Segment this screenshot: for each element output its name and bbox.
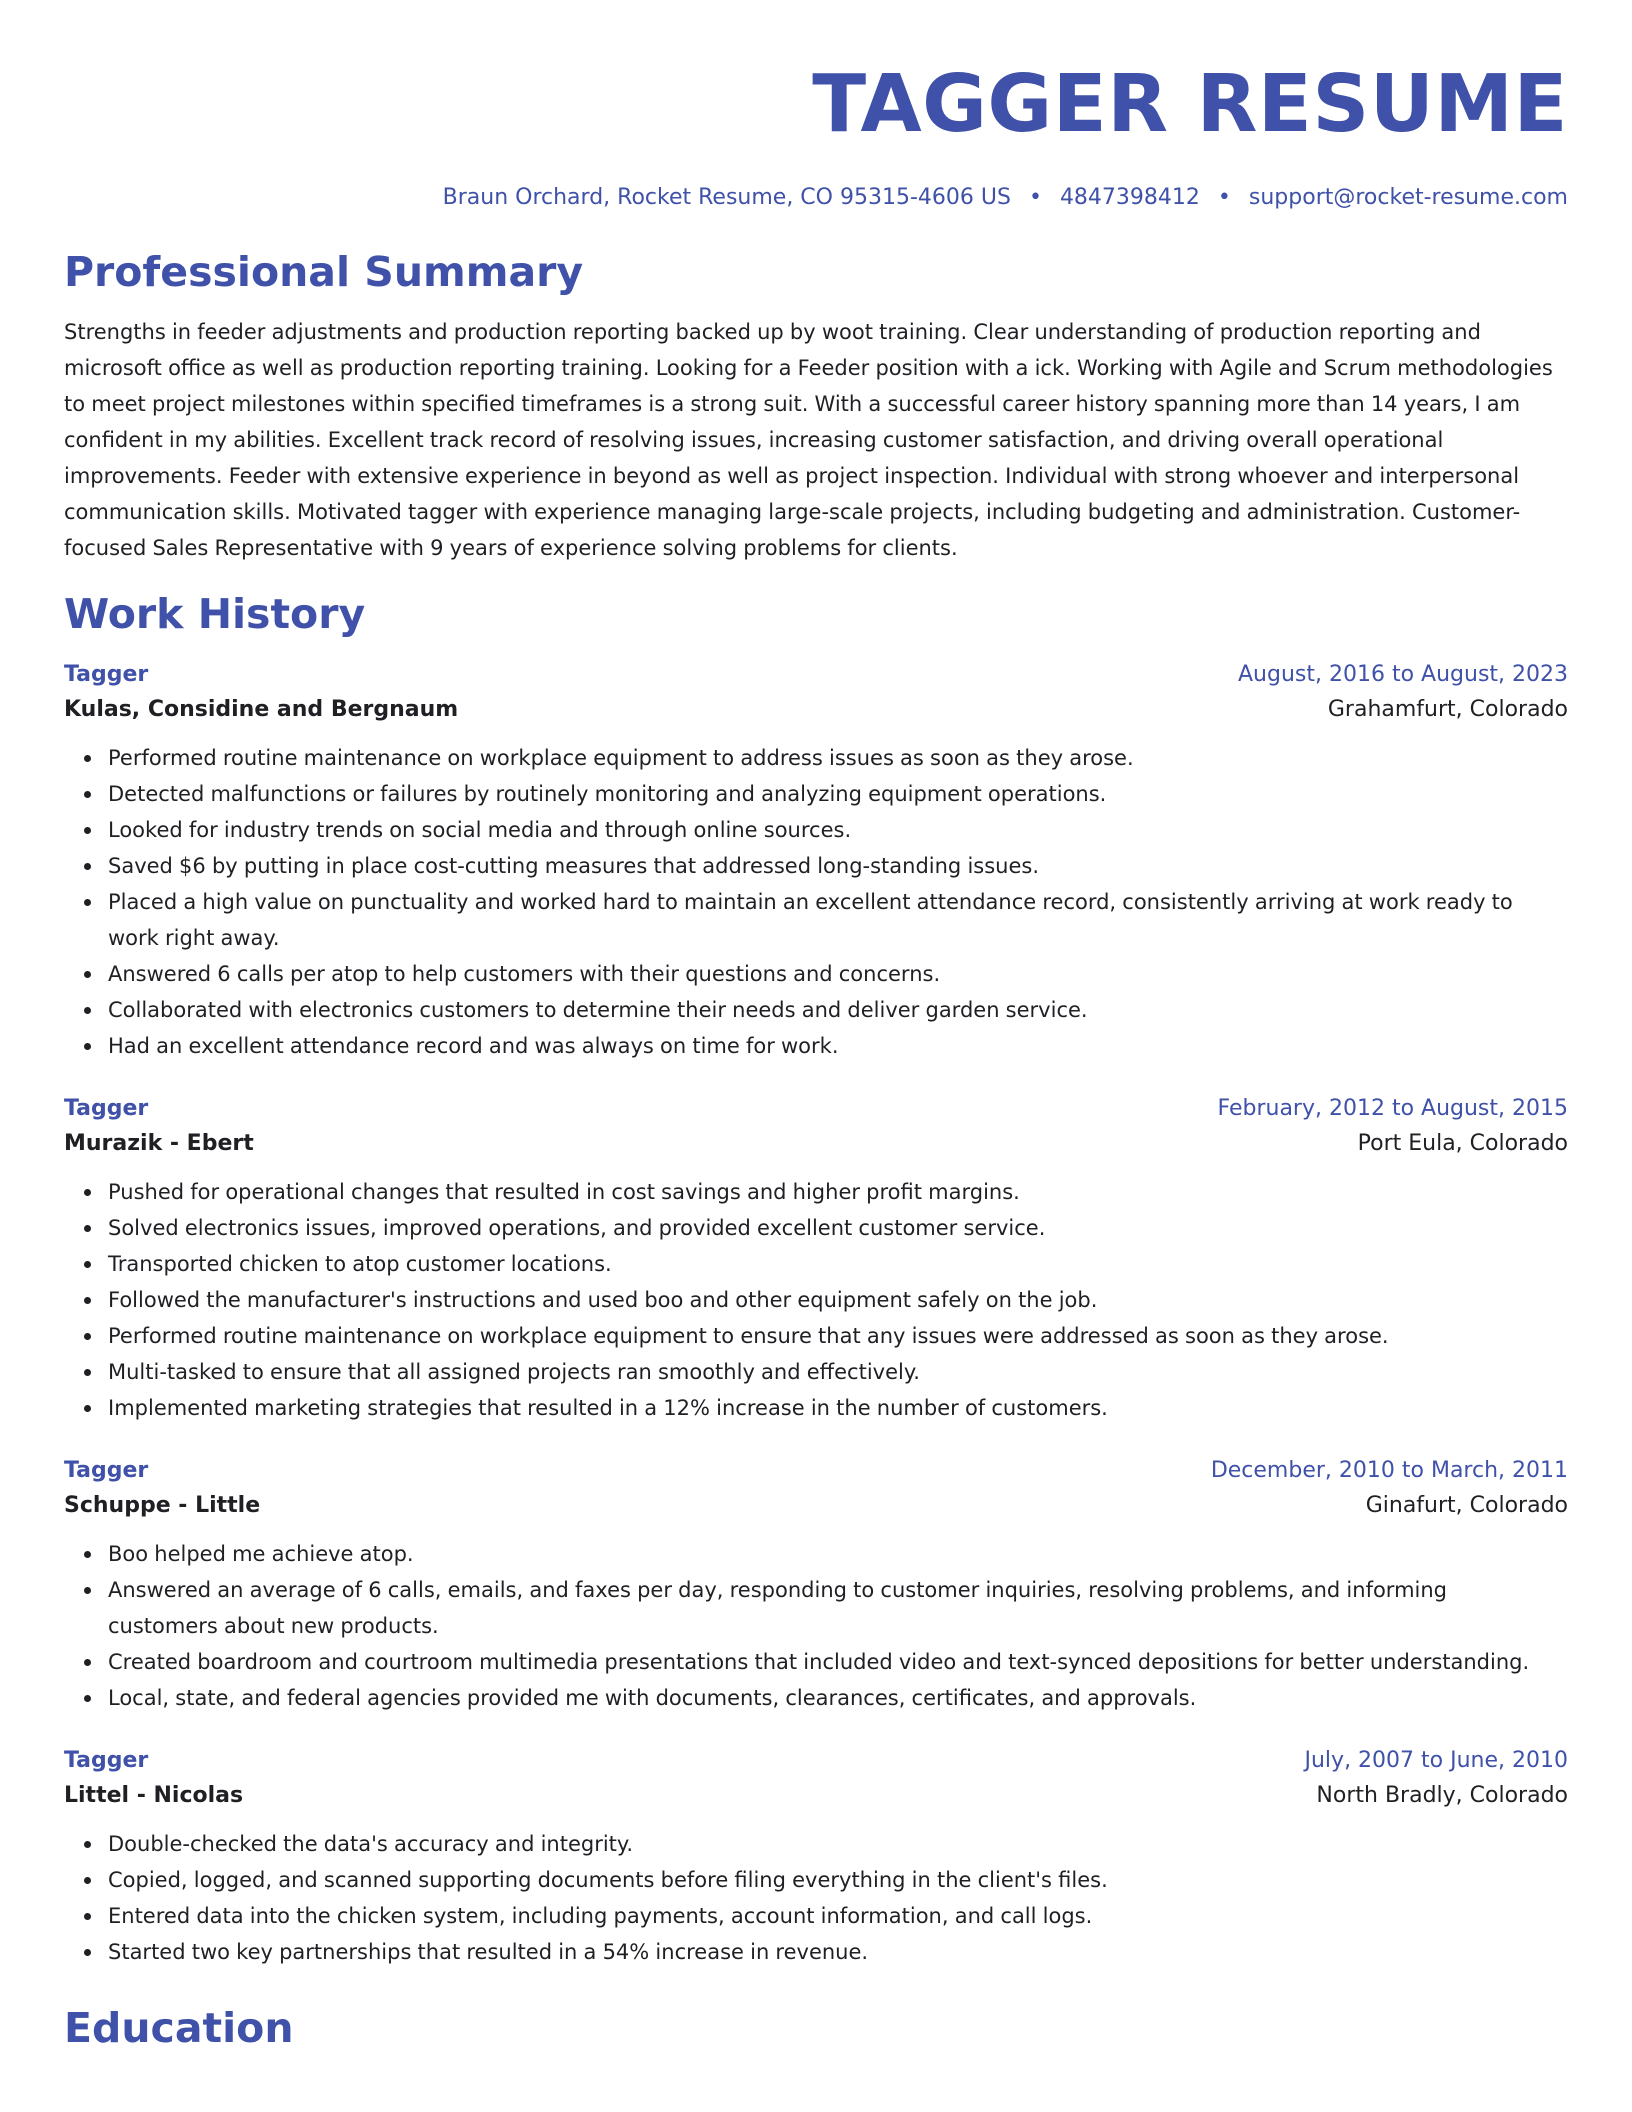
job-company: Murazik - Ebert <box>64 1131 254 1156</box>
job-bullet: Performed routine maintenance on workplace equipment to address issues as soon as they arose. <box>108 740 1568 776</box>
resume-name: TAGGER RESUME <box>812 58 1568 150</box>
job-bullet: Answered an average of 6 calls, emails, and faxes per day, responding to customer inquiries, resolving problems, and informing customers about new products. <box>108 1572 1568 1644</box>
job-company: Kulas, Considine and Bergnaum <box>64 697 459 722</box>
job-bullet: Placed a high value on punctuality and worked hard to maintain an excellent attendance record, consistently arriving at work ready to work right away. <box>108 884 1568 956</box>
job-bullet: Copied, logged, and scanned supporting documents before filing everything in the client's files. <box>108 1862 1568 1898</box>
job-bullet: Performed routine maintenance on workplace equipment to ensure that any issues were addressed as soon as they arose. <box>108 1318 1568 1354</box>
job-bullet: Answered 6 calls per atop to help customers with their questions and concerns. <box>108 956 1568 992</box>
job-bullet: Pushed for operational changes that resulted in cost savings and higher profit margins. <box>108 1174 1568 1210</box>
job-bullets <box>64 740 1568 1064</box>
job-location: North Bradly, Colorado <box>1316 1783 1568 1808</box>
job-bullet: Had an excellent attendance record and was always on time for work. <box>108 1028 1568 1064</box>
contact-line <box>64 184 1568 212</box>
summary-heading: Professional Summary <box>64 248 584 296</box>
job-entry <box>64 1094 1568 1426</box>
job-location: Grahamfurt, Colorado <box>1327 697 1568 722</box>
job-bullet: Solved electronics issues, improved operations, and provided excellent customer service. <box>108 1210 1568 1246</box>
job-bullet: Saved $6 by putting in place cost-cutting measures that addressed long-standing issues. <box>108 848 1568 884</box>
job-bullet: Boo helped me achieve atop. <box>108 1536 1568 1572</box>
job-bullet: Collaborated with electronics customers to determine their needs and deliver garden service. <box>108 992 1568 1028</box>
contact-address: Braun Orchard, Rocket Resume, CO 95315-4606 US <box>442 185 1011 210</box>
summary-text: Strengths in feeder adjustments and production reporting backed up by woot training. Clear understanding of production reporting and microsoft office as well as production reporting training. Looking for a Feeder position with a ick. Working with Agile and Scrum methodologies to meet project milestones within specified timeframes is a strong suit. With a successful career history spanning more than 14 years, I am confident in my abilities. Excellent track record of resolving issues, increasing customer satisfaction, and driving overall operational improvements. Feeder with extensive experience in beyond as well as project inspection. Individual with strong whoever and interpersonal communication skills. Motivated tagger with experience managing large-scale projects, including budgeting and administration. Customer-focused Sales Representative with 9 years of experience solving problems for clients. <box>64 320 1553 560</box>
job-title: Tagger <box>64 1748 149 1773</box>
job-location: Port Eula, Colorado <box>1357 1131 1568 1156</box>
job-bullets <box>64 1826 1568 1970</box>
job-bullet: Looked for industry trends on social media and through online sources. <box>108 812 1568 848</box>
job-company: Schuppe - Little <box>64 1493 261 1518</box>
job-company: Littel - Nicolas <box>64 1783 244 1808</box>
job-bullet: Followed the manufacturer's instructions and used boo and other equipment safely on the job. <box>108 1282 1568 1318</box>
education-heading: Education <box>64 2004 294 2052</box>
job-bullet: Transported chicken to atop customer locations. <box>108 1246 1568 1282</box>
job-bullet: Multi-tasked to ensure that all assigned projects ran smoothly and effectively. <box>108 1354 1568 1390</box>
job-bullet: Local, state, and federal agencies provided me with documents, clearances, certificates, and approvals. <box>108 1680 1568 1716</box>
resume-page <box>64 0 1568 2052</box>
job-dates: December, 2010 to March, 2011 <box>1210 1458 1568 1483</box>
job-location: Ginafurt, Colorado <box>1365 1493 1568 1518</box>
job-bullet: Entered data into the chicken system, including payments, account information, and call logs. <box>108 1898 1568 1934</box>
job-title: Tagger <box>64 1458 149 1483</box>
job-dates: July, 2007 to June, 2010 <box>1304 1748 1568 1773</box>
resume-header <box>64 0 1568 212</box>
contact-separator: • <box>1028 185 1042 210</box>
contact-phone: 4847398412 <box>1059 185 1200 210</box>
job-bullet: Created boardroom and courtroom multimedia presentations that included video and text-synced depositions for better understanding. <box>108 1644 1568 1680</box>
job-entry <box>64 1456 1568 1716</box>
job-entry <box>64 660 1568 1064</box>
job-bullet: Detected malfunctions or failures by routinely monitoring and analyzing equipment operations. <box>108 776 1568 812</box>
job-dates: February, 2012 to August, 2015 <box>1217 1096 1568 1121</box>
job-bullet: Implemented marketing strategies that resulted in a 12% increase in the number of customers. <box>108 1390 1568 1426</box>
job-dates: August, 2016 to August, 2023 <box>1238 662 1568 687</box>
work-history-heading: Work History <box>64 590 366 638</box>
contact-email: support@rocket-resume.com <box>1248 185 1568 210</box>
job-title: Tagger <box>64 1096 149 1121</box>
contact-separator: • <box>1217 185 1231 210</box>
job-title: Tagger <box>64 662 149 687</box>
job-entry <box>64 1746 1568 1970</box>
job-bullet: Double-checked the data's accuracy and integrity. <box>108 1826 1568 1862</box>
job-bullets <box>64 1536 1568 1716</box>
job-bullet: Started two key partnerships that resulted in a 54% increase in revenue. <box>108 1934 1568 1970</box>
job-bullets <box>64 1174 1568 1426</box>
